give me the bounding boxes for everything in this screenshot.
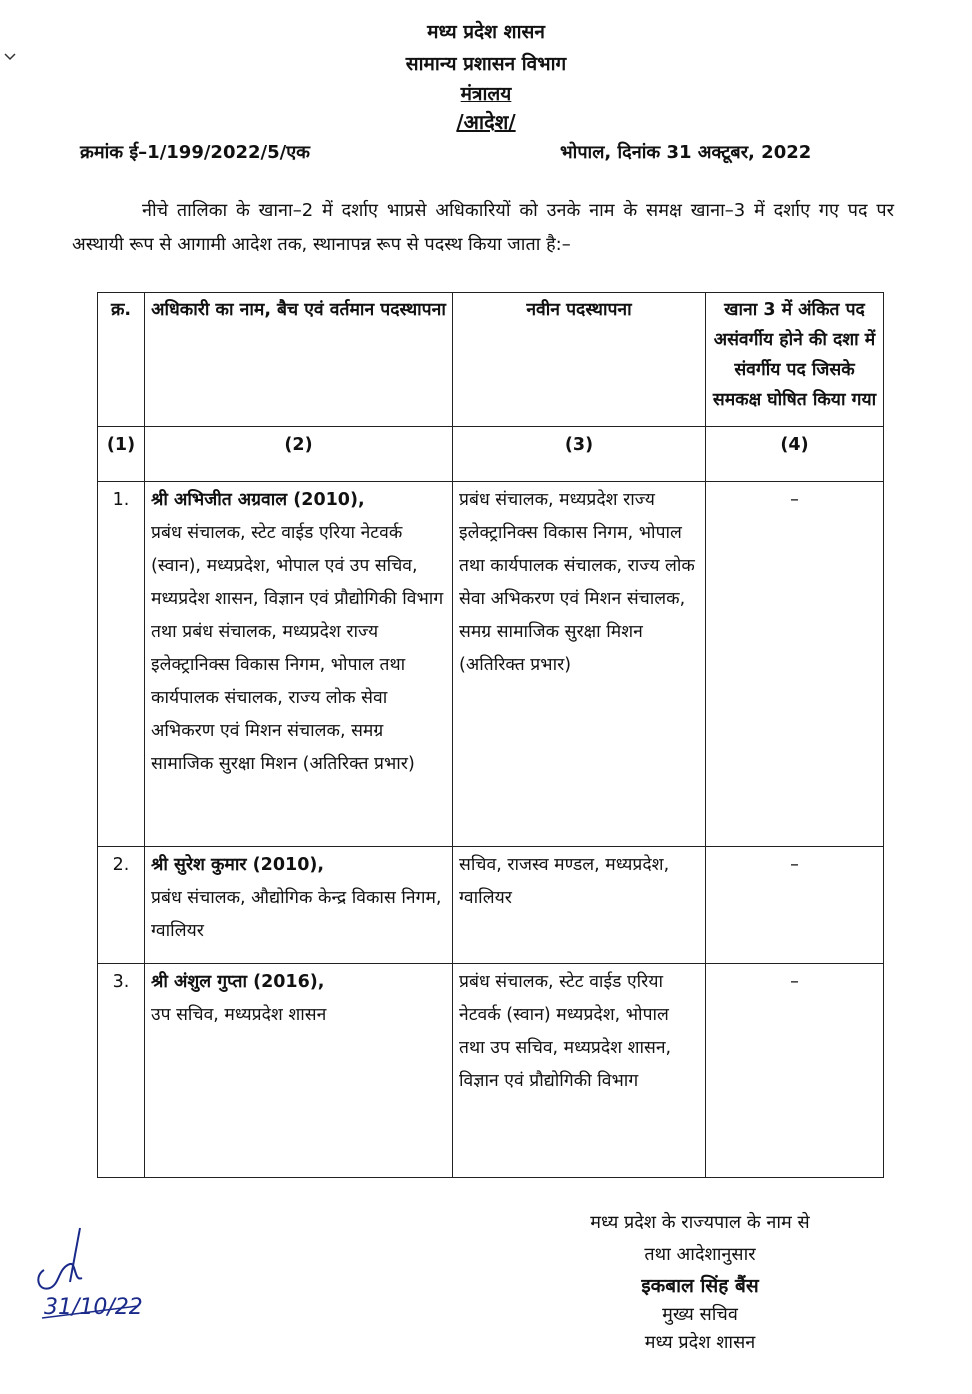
scan-mark-icon: [4, 52, 16, 62]
row-number: 3.: [98, 964, 145, 1178]
officer-name: श्री अंशुल गुप्ता (2016),: [151, 972, 325, 992]
signature-authority-line: मध्य प्रदेश के राज्यपाल के नाम से: [590, 1212, 810, 1233]
officer-name: श्री सुरेश कुमार (2010),: [151, 855, 325, 875]
header-equivalent-post: खाना 3 में अंकित पद असंवर्गीय होने की दशा में संवर्गीय पद जिसके समकक्ष घोषित किया गया: [706, 293, 884, 427]
government-heading: मध्य प्रदेश शासन: [427, 21, 545, 43]
table-row: [98, 847, 884, 964]
officer-cell: [145, 482, 453, 847]
signatory-designation: मुख्य सचिव: [662, 1304, 738, 1325]
current-posting: प्रबंध संचालक, स्टेट वाईड एरिया नेटवर्क (स्वान), मध्यप्रदेश, भोपाल एवं उप सचिव, मध्यप्रदेश शासन, विज्ञान एवं प्रौद्योगिकी विभाग तथा प्रबंध संचालक, मध्यप्रदेश राज्य इलेक्ट्रानिक्स विकास निगम, भोपाल तथा कार्यपालक संचालक, राज्य लोक सेवा अभिकरण एवं मिशन संचालक, समग्र सामाजिक सुरक्षा मिशन (अतिरिक्त प्रभार): [151, 523, 444, 774]
signatory-office: मध्य प्रदेश शासन: [644, 1332, 756, 1353]
intro-paragraph: नीचे तालिका के खाना–2 में दर्शाए भाप्रसे अधिकारियों को उनके नाम के समक्ष खाना–3 में दर्शाए गए पद पर अस्थायी रूप से आगामी आदेश तक, स्थानापन्न रूप से पदस्थ किया जाता है:–: [72, 200, 894, 255]
header-sno: क्र.: [98, 293, 145, 427]
new-posting: प्रबंध संचालक, मध्यप्रदेश राज्य इलेक्ट्रानिक्स विकास निगम, भोपाल तथा कार्यपालक संचालक, राज्य लोक सेवा अभिकरण एवं मिशन संचालक, समग्र सामाजिक सुरक्षा मिशन (अतिरिक्त प्रभार): [453, 482, 706, 847]
order-title-text: /आदेश/: [456, 110, 516, 134]
initials-date: 31/10/22: [44, 1295, 143, 1320]
equivalent-post: –: [706, 847, 884, 964]
officer-cell: [145, 964, 453, 1178]
new-posting: प्रबंध संचालक, स्टेट वाईड एरिया नेटवर्क (स्वान) मध्यप्रदेश, भोपाल तथा उप सचिव, मध्यप्रदेश शासन, विज्ञान एवं प्रौद्योगिकी विभाग: [453, 964, 706, 1178]
order-title: [0, 108, 972, 135]
column-number: (1): [98, 427, 145, 482]
officer-name: श्री अभिजीत अग्रवाल (2010),: [151, 490, 365, 510]
header-officer: अधिकारी का नाम, बैच एवं वर्तमान पदस्थापना: [145, 293, 453, 427]
table-row: [98, 964, 884, 1178]
place-date: भोपाल, दिनांक 31 अक्टूबर, 2022: [560, 142, 812, 163]
posting-table: [97, 292, 884, 1178]
officer-cell: [145, 847, 453, 964]
equivalent-post: –: [706, 482, 884, 847]
table-row: [98, 482, 884, 847]
current-posting: प्रबंध संचालक, औद्योगिक केन्द्र विकास निगम, ग्वालियर: [151, 888, 442, 941]
row-number: 1.: [98, 482, 145, 847]
new-posting: सचिव, राजस्व मण्डल, मध्यप्रदेश, ग्वालियर: [453, 847, 706, 964]
table-header-row: [98, 293, 884, 427]
current-posting: उप सचिव, मध्यप्रदेश शासन: [151, 1005, 327, 1025]
order-number: क्रमांक ई–1/199/2022/5/एक: [80, 142, 310, 163]
column-number: (3): [453, 427, 706, 482]
row-number: 2.: [98, 847, 145, 964]
department-heading: सामान्य प्रशासन विभाग: [405, 53, 567, 75]
equivalent-post: –: [706, 964, 884, 1178]
signatory-name: इकबाल सिंह बैंस: [641, 1275, 759, 1297]
column-number: (4): [706, 427, 884, 482]
column-number-row: [98, 427, 884, 482]
handwritten-initials: [30, 1222, 150, 1322]
signature-order-line: तथा आदेशानुसार: [644, 1244, 756, 1265]
header-new-posting: नवीन पदस्थापना: [453, 293, 706, 427]
office-heading-text: मंत्रालय: [460, 83, 512, 105]
column-number: (2): [145, 427, 453, 482]
office-heading: [0, 80, 972, 106]
